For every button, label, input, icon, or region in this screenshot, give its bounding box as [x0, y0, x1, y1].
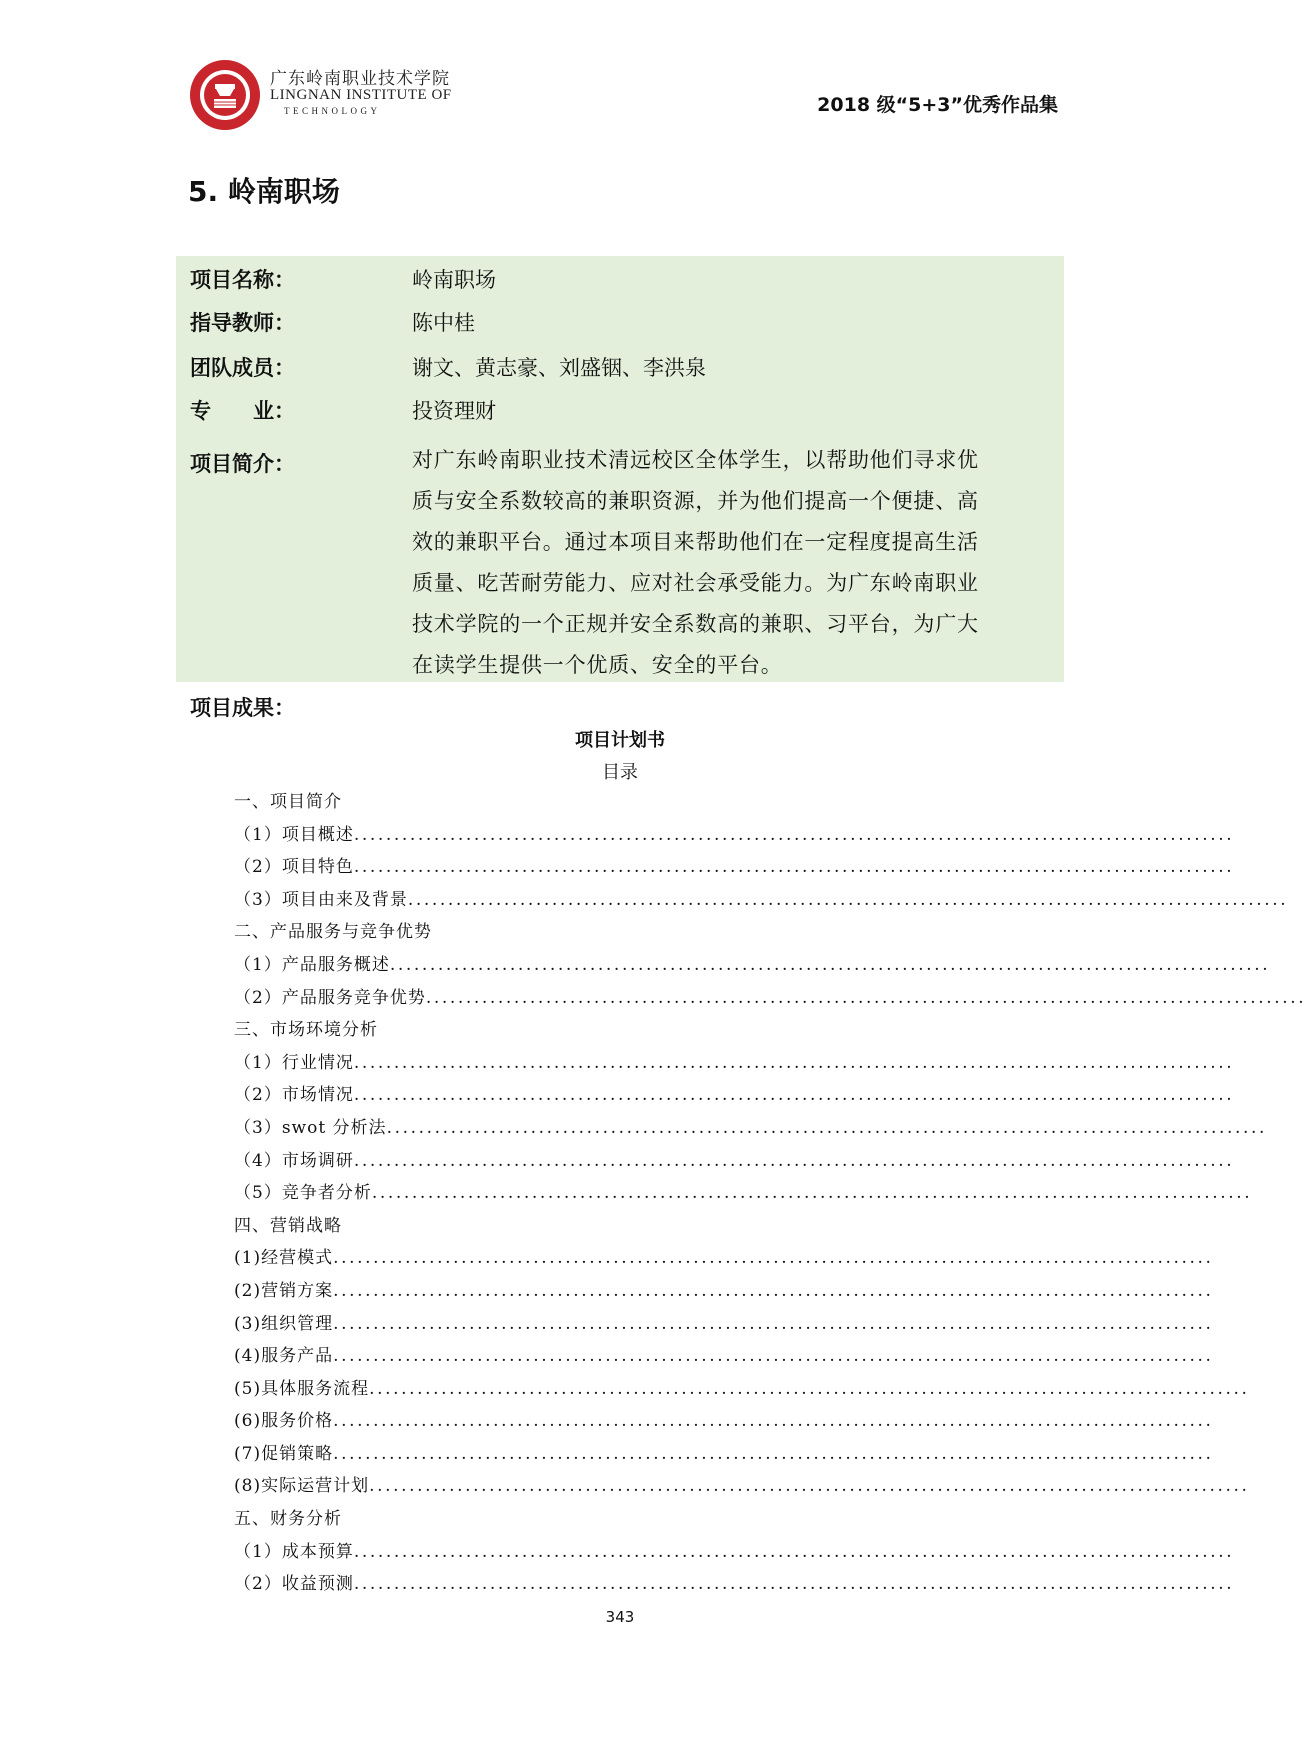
info-value: 岭南职场 — [412, 268, 496, 292]
toc-entry-text: (6)服务价格 — [234, 1411, 334, 1432]
table-of-contents — [234, 786, 1306, 1601]
toc-entry — [234, 1340, 1214, 1373]
toc-dot-leader: .............................................................................................................. — [333, 1280, 1214, 1301]
toc-entry-text: （1）产品服务概述 — [234, 954, 390, 975]
toc-entry-text: （2）市场情况 — [234, 1085, 354, 1106]
toc-dot-leader: .............................................................................................................. — [353, 1085, 1235, 1106]
toc-dot-leader: .............................................................................................................. — [353, 1574, 1235, 1595]
toc-dot-leader: .............................................................................................................. — [371, 1183, 1253, 1204]
project-intro — [412, 440, 1052, 686]
toc-entry-text: (5)具体服务流程 — [234, 1378, 370, 1399]
series-title: 2018 级“5+3”优秀作品集 — [817, 94, 1058, 116]
toc-entry-text: (1)经营模式 — [234, 1248, 334, 1269]
toc-entry-text: 四、营销战略 — [234, 1215, 342, 1236]
toc-entry — [234, 1112, 1267, 1145]
toc-chapter — [234, 1503, 1024, 1536]
toc-entry — [234, 1536, 1235, 1569]
toc-entry-text: （2）项目特色 — [234, 857, 354, 878]
toc-chapter — [234, 1014, 1024, 1047]
toc-entry-text: （2）收益预测 — [234, 1574, 354, 1595]
toc-entry — [234, 1275, 1214, 1308]
toc-dot-leader: .............................................................................................................. — [407, 889, 1289, 910]
toc-dot-leader: .............................................................................................................. — [333, 1443, 1214, 1464]
org-name-en-sub: TECHNOLOGY — [284, 106, 381, 116]
toc-dot-leader: .............................................................................................................. — [353, 1052, 1235, 1073]
toc-entry-text: (8)实际运营计划 — [234, 1476, 370, 1497]
toc-dot-leader: .............................................................................................................. — [333, 1411, 1214, 1432]
info-label: 专 业： — [190, 399, 295, 423]
info-label: 项目简介： — [190, 452, 295, 476]
toc-dot-leader: .............................................................................................................. — [369, 1476, 1250, 1497]
toc-entry — [234, 884, 1289, 917]
intro-line: 质与安全系数较高的兼职资源，并为他们提高一个便捷、高 — [412, 489, 979, 513]
toc-chapter — [234, 916, 1024, 949]
toc-dot-leader: .............................................................................................................. — [353, 857, 1235, 878]
toc-entry — [234, 949, 1271, 982]
info-value: 陈中桂 — [412, 311, 475, 335]
toc-entry — [234, 1568, 1235, 1601]
toc-entry — [234, 1145, 1235, 1178]
toc-entry-text: (3)组织管理 — [234, 1313, 334, 1334]
toc-title: 目录 — [602, 762, 638, 783]
page-header — [188, 58, 1058, 128]
info-label: 指导教师： — [190, 311, 295, 335]
toc-entry-text: （5）竞争者分析 — [234, 1183, 372, 1204]
toc-entry — [234, 1405, 1214, 1438]
toc-entry-text: （3）swot 分析法 — [234, 1117, 387, 1138]
toc-entry-text: 三、市场环境分析 — [234, 1020, 378, 1041]
toc-dot-leader: .............................................................................................................. — [333, 1248, 1214, 1269]
toc-dot-leader: .............................................................................................................. — [369, 1378, 1250, 1399]
toc-entry — [234, 982, 1306, 1015]
info-value: 谢文、黄志豪、刘盛铟、李洪泉 — [412, 356, 706, 380]
toc-entry-text: (2)营销方案 — [234, 1280, 334, 1301]
toc-entry — [234, 1373, 1250, 1406]
toc-dot-leader: .............................................................................................................. — [386, 1117, 1267, 1138]
toc-chapter — [234, 1210, 1024, 1243]
toc-entry-text: （1）项目概述 — [234, 824, 354, 845]
toc-dot-leader: .............................................................................................................. — [333, 1346, 1214, 1367]
toc-entry-text: 二、产品服务与竞争优势 — [234, 922, 432, 943]
intro-line: 效的兼职平台。通过本项目来帮助他们在一定程度提高生活 — [412, 530, 979, 554]
toc-entry-text: 一、项目简介 — [234, 792, 342, 812]
intro-line: 对广东岭南职业技术清远校区全体学生，以帮助他们寻求优 — [412, 448, 979, 472]
org-name-en: LINGNAN INSTITUTE OF — [270, 87, 452, 103]
intro-line: 在读学生提供一个优质、安全的平台。 — [412, 653, 783, 677]
toc-entry-text: （1）成本预算 — [234, 1541, 354, 1562]
section-title: 5. 岭南职场 — [188, 175, 340, 208]
toc-entry — [234, 1470, 1250, 1503]
toc-entry-text: 五、财务分析 — [234, 1509, 342, 1530]
toc-entry — [234, 851, 1235, 884]
toc-entry — [234, 1177, 1253, 1210]
toc-entry — [234, 1047, 1235, 1080]
toc-entry-text: (4)服务产品 — [234, 1346, 334, 1367]
toc-entry-text: （3）项目由来及背景 — [234, 889, 408, 910]
toc-dot-leader: .............................................................................................................. — [333, 1313, 1214, 1334]
toc-entry — [234, 1308, 1214, 1341]
toc-entry-text: (7)促销策略 — [234, 1443, 334, 1464]
org-name-cn: 广东岭南职业技术学院 — [270, 69, 450, 89]
info-label: 团队成员： — [190, 356, 295, 380]
toc-entry-text: （2）产品服务竞争优势 — [234, 987, 426, 1008]
project-info-table — [176, 256, 1064, 682]
toc-entry-text: （1）行业情况 — [234, 1052, 354, 1073]
intro-line: 质量、吃苦耐劳能力、应对社会承受能力。为广东岭南职业 — [412, 571, 979, 595]
results-label: 项目成果： — [190, 696, 295, 720]
toc-entry-text: （4）市场调研 — [234, 1150, 354, 1171]
page-number: 343 — [605, 1608, 635, 1626]
toc-entry — [234, 1242, 1214, 1275]
toc-dot-leader: .............................................................................................................. — [389, 954, 1271, 975]
toc-dot-leader: .............................................................................................................. — [425, 987, 1306, 1008]
lingnan-logo — [188, 58, 262, 132]
toc-dot-leader: .............................................................................................................. — [353, 1541, 1235, 1562]
intro-line: 技术学院的一个正规并安全系数高的兼职、习平台，为广大 — [412, 612, 979, 636]
toc-entry — [234, 1079, 1235, 1112]
info-label: 项目名称： — [190, 268, 295, 292]
info-value: 投资理财 — [412, 399, 496, 423]
toc-chapter — [234, 786, 1024, 819]
toc-entry — [234, 1438, 1214, 1471]
toc-dot-leader: .............................................................................................................. — [353, 1150, 1235, 1171]
plan-title: 项目计划书 — [575, 730, 665, 751]
toc-entry — [234, 819, 1235, 852]
toc-dot-leader: .............................................................................................................. — [353, 824, 1235, 845]
